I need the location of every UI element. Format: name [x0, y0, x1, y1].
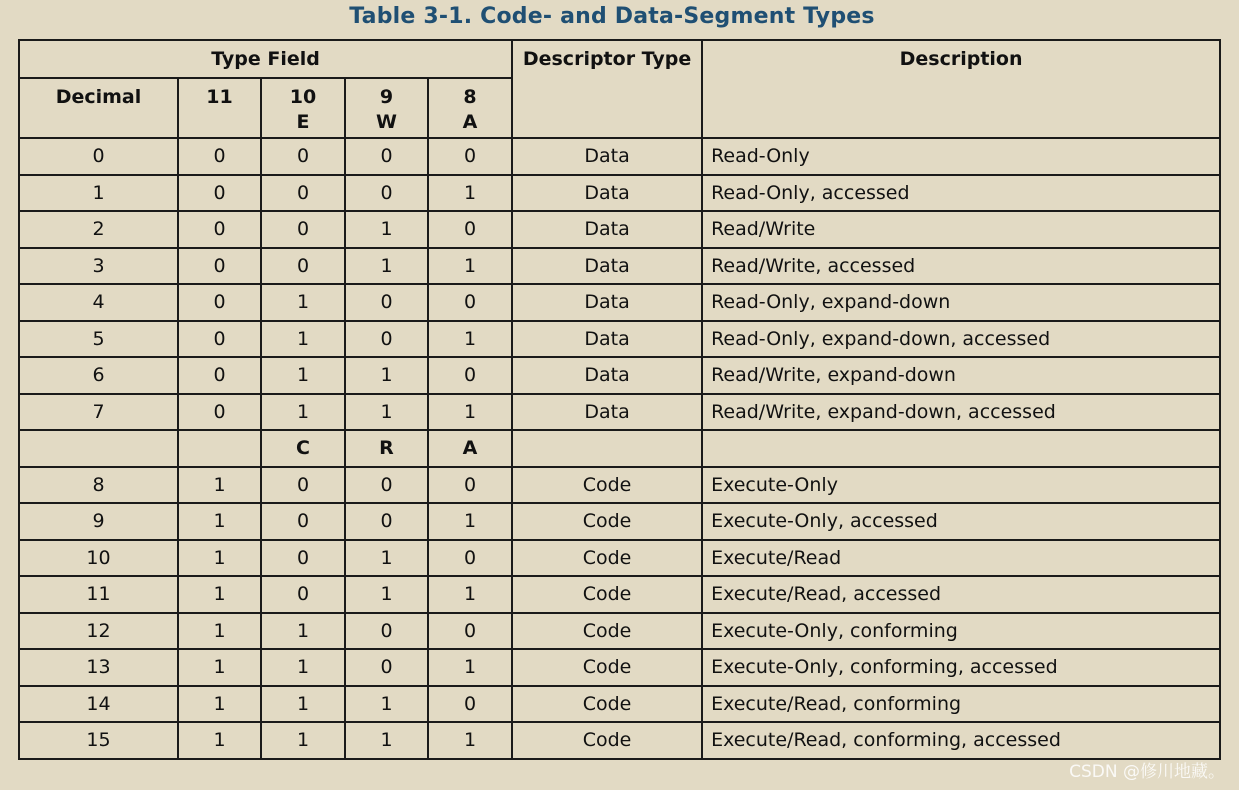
- bit9-cell: 1: [345, 248, 428, 285]
- decimal-cell: 2: [19, 211, 178, 248]
- bit8-cell: 1: [428, 248, 512, 285]
- bit9-cell: 1: [345, 211, 428, 248]
- bit11-cell: 0: [178, 394, 261, 431]
- bit8-cell: 0: [428, 357, 512, 394]
- bit8-cell: 0: [428, 467, 512, 504]
- bit10-cell: 0: [261, 540, 345, 577]
- descriptor-type-cell: Data: [512, 357, 702, 394]
- bit8-code-flag: A: [428, 430, 512, 467]
- bit11-cell: 1: [178, 576, 261, 613]
- description-cell: Read-Only, accessed: [702, 175, 1220, 212]
- bit11-cell: 0: [178, 284, 261, 321]
- bit10-cell: 0: [261, 467, 345, 504]
- bit9-header: [345, 78, 428, 138]
- bit10-cell: 1: [261, 284, 345, 321]
- decimal-cell: 14: [19, 686, 178, 723]
- bit8-number: 8: [463, 86, 477, 108]
- bit9-cell: 0: [345, 649, 428, 686]
- bit9-cell: 0: [345, 175, 428, 212]
- bit8-cell: 0: [428, 211, 512, 248]
- bit11-cell: 1: [178, 503, 261, 540]
- bit9-flag: W: [376, 111, 397, 133]
- bit10-cell: 1: [261, 357, 345, 394]
- bit10-cell: 0: [261, 211, 345, 248]
- bit10-cell: 1: [261, 321, 345, 358]
- decimal-cell: 3: [19, 248, 178, 285]
- descriptor-type-cell: Code: [512, 613, 702, 650]
- description-cell: Read-Only, expand-down: [702, 284, 1220, 321]
- bit10-cell: 1: [261, 686, 345, 723]
- description-cell: Execute/Read: [702, 540, 1220, 577]
- bit10-cell: 0: [261, 503, 345, 540]
- code-flags-subheader: [19, 430, 1220, 467]
- description-cell: Execute-Only, accessed: [702, 503, 1220, 540]
- table-row: [19, 394, 1220, 431]
- decimal-cell: 4: [19, 284, 178, 321]
- descriptor-type-cell: Code: [512, 503, 702, 540]
- bit11-cell: 0: [178, 248, 261, 285]
- decimal-cell: 15: [19, 722, 178, 759]
- table-title: Table 3-1. Code- and Data-Segment Types: [349, 4, 875, 29]
- descriptor-type-cell: Code: [512, 467, 702, 504]
- decimal-cell: 12: [19, 613, 178, 650]
- table-row: [19, 467, 1220, 504]
- decimal-cell: 8: [19, 467, 178, 504]
- decimal-cell: 7: [19, 394, 178, 431]
- bit8-cell: 0: [428, 138, 512, 175]
- description-cell: Read/Write: [702, 211, 1220, 248]
- table-row: [19, 211, 1220, 248]
- bit11-cell: 1: [178, 686, 261, 723]
- bit11-cell: 1: [178, 467, 261, 504]
- descriptor-type-cell: Data: [512, 175, 702, 212]
- bit11-cell: 1: [178, 649, 261, 686]
- bit8-cell: 1: [428, 576, 512, 613]
- bit9-cell: 1: [345, 357, 428, 394]
- bit8-cell: 0: [428, 686, 512, 723]
- bit9-number: 9: [379, 86, 394, 108]
- description-cell: Read-Only, expand-down, accessed: [702, 321, 1220, 358]
- bit9-code-flag: R: [345, 430, 428, 467]
- bit11-header: 11: [178, 78, 261, 138]
- table-row: [19, 138, 1220, 175]
- table-row: [19, 503, 1220, 540]
- table-row: [19, 248, 1220, 285]
- decimal-cell: 5: [19, 321, 178, 358]
- bit8-header: [428, 78, 512, 138]
- description-cell: Read/Write, accessed: [702, 248, 1220, 285]
- bit9-cell: 1: [345, 722, 428, 759]
- watermark: CSDN @修川地藏。: [1069, 762, 1225, 782]
- table-row: [19, 649, 1220, 686]
- bit9-cell: 0: [345, 284, 428, 321]
- bit9-cell: 0: [345, 503, 428, 540]
- bit8-cell: 1: [428, 503, 512, 540]
- bit10-code-flag: C: [261, 430, 345, 467]
- bit9-cell: 1: [345, 394, 428, 431]
- descriptor-type-cell: Data: [512, 248, 702, 285]
- descriptor-type-cell: Code: [512, 540, 702, 577]
- bit10-cell: 0: [261, 138, 345, 175]
- bit10-cell: 0: [261, 576, 345, 613]
- bit11-cell: 0: [178, 138, 261, 175]
- bit9-cell: 1: [345, 576, 428, 613]
- descriptor-type-cell: Code: [512, 576, 702, 613]
- description-cell: Read-Only: [702, 138, 1220, 175]
- bit11-cell: 1: [178, 540, 261, 577]
- bit11-cell: 1: [178, 722, 261, 759]
- descriptor-type-header: Descriptor Type: [512, 40, 702, 138]
- table-row: [19, 540, 1220, 577]
- table-row: [19, 321, 1220, 358]
- bit9-cell: 0: [345, 467, 428, 504]
- decimal-cell: 9: [19, 503, 178, 540]
- description-cell: Execute/Read, conforming, accessed: [702, 722, 1220, 759]
- bit9-cell: 0: [345, 321, 428, 358]
- descriptor-type-cell: Data: [512, 138, 702, 175]
- table-row: [19, 576, 1220, 613]
- bit9-cell: 0: [345, 138, 428, 175]
- segment-types-table: [18, 39, 1221, 760]
- bit10-cell: 0: [261, 248, 345, 285]
- decimal-cell: 13: [19, 649, 178, 686]
- bit8-cell: 1: [428, 394, 512, 431]
- decimal-cell: 11: [19, 576, 178, 613]
- bit11-cell: 0: [178, 321, 261, 358]
- bit11-cell: 0: [178, 211, 261, 248]
- table-row: [19, 686, 1220, 723]
- bit9-cell: 1: [345, 686, 428, 723]
- type-field-header: Type Field: [19, 40, 512, 78]
- bit10-cell: 1: [261, 394, 345, 431]
- empty-cell: [512, 430, 702, 467]
- description-cell: Execute/Read, conforming: [702, 686, 1220, 723]
- bit9-cell: 1: [345, 540, 428, 577]
- bit10-cell: 1: [261, 613, 345, 650]
- description-cell: Execute-Only, conforming: [702, 613, 1220, 650]
- bit10-number: 10: [289, 86, 317, 108]
- bit10-cell: 1: [261, 722, 345, 759]
- bit11-cell: 1: [178, 613, 261, 650]
- description-cell: Execute/Read, accessed: [702, 576, 1220, 613]
- bit8-cell: 1: [428, 649, 512, 686]
- bit8-cell: 0: [428, 540, 512, 577]
- table-row: [19, 284, 1220, 321]
- bit8-cell: 1: [428, 321, 512, 358]
- table-row: [19, 175, 1220, 212]
- empty-cell: [178, 430, 261, 467]
- decimal-cell: 1: [19, 175, 178, 212]
- description-header: Description: [702, 40, 1220, 138]
- descriptor-type-cell: Data: [512, 211, 702, 248]
- bit9-cell: 0: [345, 613, 428, 650]
- bit10-cell: 1: [261, 649, 345, 686]
- bit8-cell: 0: [428, 613, 512, 650]
- bit8-cell: 1: [428, 722, 512, 759]
- descriptor-type-cell: Data: [512, 321, 702, 358]
- bit11-cell: 0: [178, 175, 261, 212]
- decimal-cell: 6: [19, 357, 178, 394]
- descriptor-type-cell: Code: [512, 722, 702, 759]
- bit11-cell: 0: [178, 357, 261, 394]
- decimal-header: Decimal: [19, 78, 178, 138]
- decimal-cell: 10: [19, 540, 178, 577]
- decimal-cell: 0: [19, 138, 178, 175]
- description-cell: Read/Write, expand-down, accessed: [702, 394, 1220, 431]
- table-row: [19, 613, 1220, 650]
- descriptor-type-cell: Data: [512, 394, 702, 431]
- empty-cell: [19, 430, 178, 467]
- table-row: [19, 357, 1220, 394]
- description-cell: Read/Write, expand-down: [702, 357, 1220, 394]
- bit10-header: [261, 78, 345, 138]
- descriptor-type-cell: Data: [512, 284, 702, 321]
- table-row: [19, 722, 1220, 759]
- description-cell: Execute-Only: [702, 467, 1220, 504]
- descriptor-type-cell: Code: [512, 686, 702, 723]
- bit8-flag: A: [462, 111, 478, 133]
- bit10-cell: 0: [261, 175, 345, 212]
- descriptor-type-cell: Code: [512, 649, 702, 686]
- bit8-cell: 1: [428, 175, 512, 212]
- empty-cell: [702, 430, 1220, 467]
- bit8-cell: 0: [428, 284, 512, 321]
- bit10-flag: E: [296, 111, 310, 133]
- description-cell: Execute-Only, conforming, accessed: [702, 649, 1220, 686]
